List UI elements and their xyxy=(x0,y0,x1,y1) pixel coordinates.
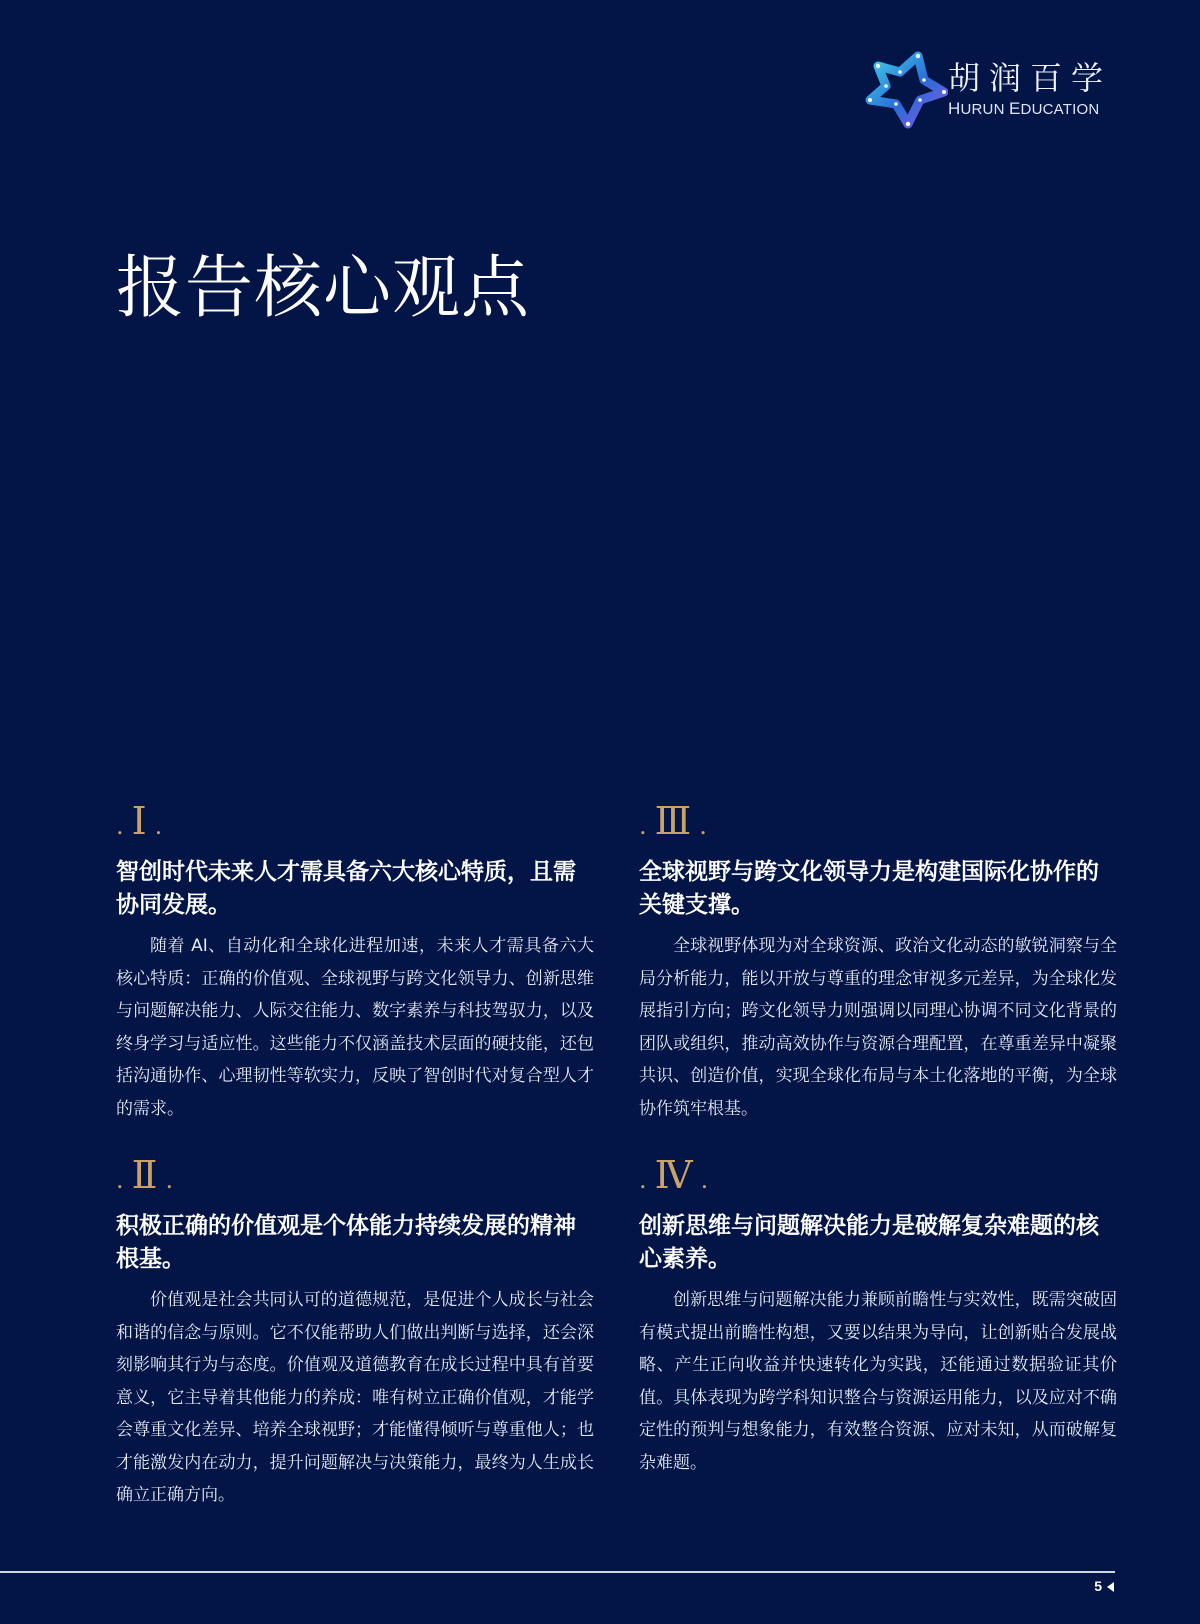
section-body: 创新思维与问题解决能力兼顾前瞻性与实效性，既需突破固有模式提出前瞻性构想，又要以结果为导向，让创新贴合发展战略、产生正向收益并快速转化为实践，还能通过数据验证其价值。具体表现为跨学科知识整合与资源运用能力，以及应对不确定性的预判与想象能力，有效整合资源、应对未知，从而破解复杂难题。 xyxy=(639,1290,1117,1473)
key-point-3 xyxy=(639,798,1117,1125)
section-heading: 智创时代未来人才需具备六大核心特质，且需协同发展。 xyxy=(116,859,576,918)
brand-name-cn: 胡润百学 xyxy=(948,59,1113,97)
brand-name-en-ducation: DUCATION xyxy=(1020,101,1100,118)
star-logo-icon xyxy=(864,50,948,130)
section-numeral: . Ⅰ . xyxy=(116,799,163,843)
section-body: 全球视野体现为对全球资源、政治文化动态的敏锐洞察与全局分析能力，能以开放与尊重的理念审视多元差异，为全球化发展指引方向；跨文化领导力则强调以同理心协调不同文化背景的团队或组织，推动高效协作与资源合理配置，在尊重差异中凝聚共识、创造价值，实现全球化布局与本土化落地的平衡，为全球协作筑牢根基。 xyxy=(639,936,1117,1119)
brand-name-en-h: H xyxy=(948,99,961,118)
section-body: 价值观是社会共同认可的道德规范，是促进个人成长与社会和谐的信念与原则。它不仅能帮助人们做出判断与选择，还会深刻影响其行为与态度。价值观及道德教育在成长过程中具有首要意义，它主导着其他能力的养成：唯有树立正确价值观，才能学会尊重文化差异、培养全球视野；才能懂得倾听与尊重他人；也才能激发内在动力，提升问题解决与决策能力，最终为人生成长确立正确方向。 xyxy=(116,1290,594,1505)
footer-divider xyxy=(0,1571,1115,1573)
section-heading: 全球视野与跨文化领导力是构建国际化协作的关键支撑。 xyxy=(639,859,1099,918)
page-title: 报告核心观点 xyxy=(116,249,531,328)
section-numeral: . Ⅱ . xyxy=(116,1153,174,1197)
page-number: 5 xyxy=(1094,1578,1114,1594)
section-numeral: . Ⅳ . xyxy=(639,1153,709,1197)
brand-name-en xyxy=(948,99,1099,119)
key-point-2 xyxy=(116,1152,594,1512)
section-heading: 创新思维与问题解决能力是破解复杂难题的核心素养。 xyxy=(639,1213,1099,1272)
hurun-education-logo xyxy=(864,50,1124,130)
triangle-left-icon xyxy=(1107,1582,1114,1592)
key-point-1 xyxy=(116,798,594,1125)
brand-name-en-e: E xyxy=(1008,99,1021,118)
section-numeral: . Ⅲ . xyxy=(639,799,707,843)
section-heading: 积极正确的价值观是个体能力持续发展的精神根基。 xyxy=(116,1213,576,1272)
brand-name-en-urun: URUN xyxy=(960,101,1009,118)
key-point-4 xyxy=(639,1152,1117,1479)
section-body: 随着 AI、自动化和全球化进程加速，未来人才需具备六大核心特质：正确的价值观、全球视野与跨文化领导力、创新思维与问题解决能力、人际交往能力、数字素养与科技驾驭力，以及终身学习与适应性。这些能力不仅涵盖技术层面的硬技能，还包括沟通协作、心理韧性等软实力，反映了智创时代对复合型人才的需求。 xyxy=(116,936,594,1119)
